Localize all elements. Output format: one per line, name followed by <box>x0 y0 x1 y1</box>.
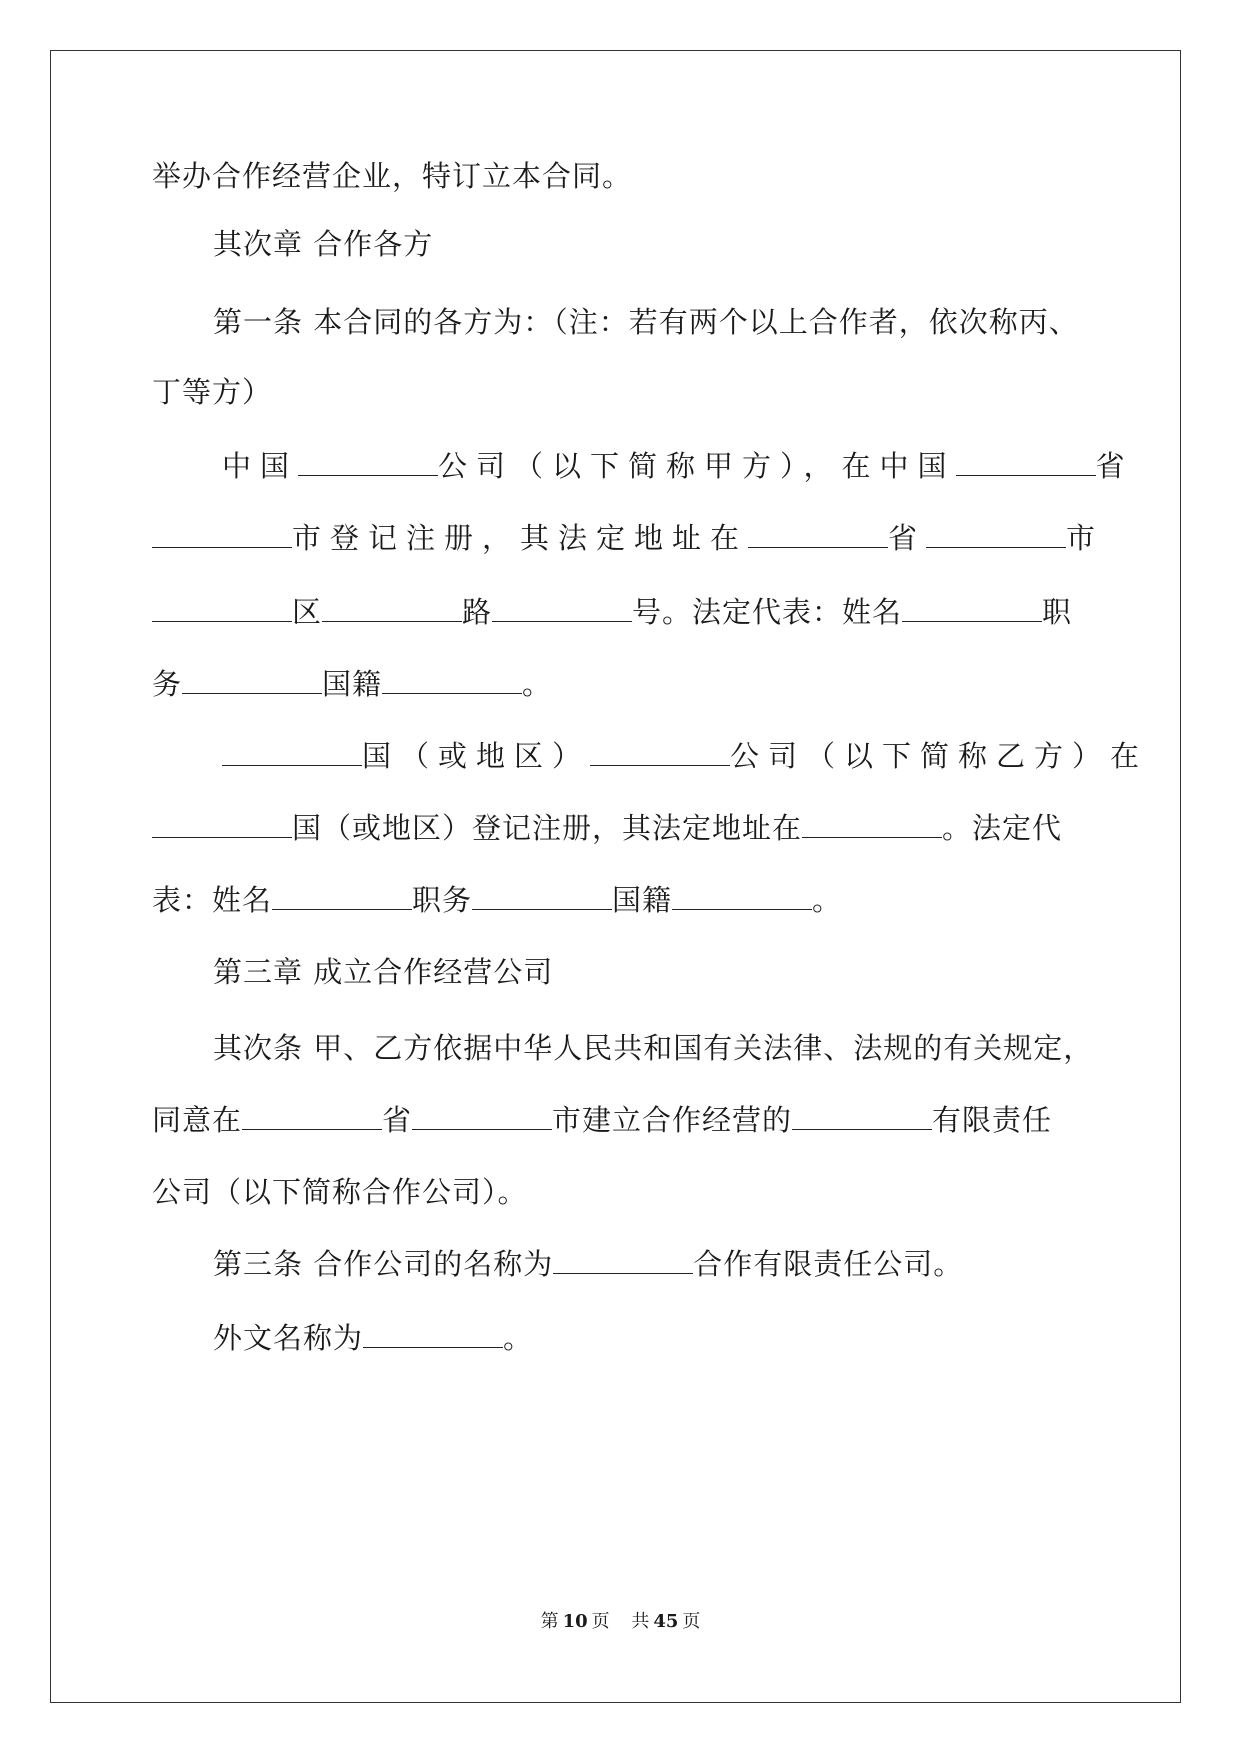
text-fragment: 市建立合作经营的 <box>552 1103 793 1137</box>
chapter-heading: 其次章 合作各方 <box>213 227 434 261</box>
total-indicator <box>627 1611 704 1632</box>
fill-in-blank[interactable] <box>322 595 462 622</box>
total-pages: 45 <box>653 1611 679 1632</box>
paragraph-line: 丁等方） <box>152 375 273 409</box>
fill-in-blank[interactable] <box>242 1103 382 1130</box>
paragraph-line <box>152 808 1092 848</box>
chapter-heading: 第三章 成立合作经营公司 <box>213 955 554 989</box>
fill-in-blank[interactable] <box>382 667 522 694</box>
paragraph-line <box>222 736 1162 776</box>
fill-in-blank[interactable] <box>902 595 1042 622</box>
text-fragment: 同意在 <box>152 1103 243 1137</box>
fill-in-blank[interactable] <box>152 521 292 548</box>
text-fragment: 市登记注册，其法定地址在 <box>292 521 749 555</box>
text-fragment: 区 <box>292 595 323 629</box>
fill-in-blank[interactable] <box>802 811 942 838</box>
fill-in-blank[interactable] <box>472 883 612 910</box>
text-fragment: 务 <box>152 667 183 701</box>
text-fragment: 国籍 <box>612 883 673 917</box>
text-fragment: 有限责任 <box>932 1103 1053 1137</box>
page-number: 10 <box>562 1611 588 1632</box>
fill-in-blank[interactable] <box>792 1103 932 1130</box>
text-fragment: 中国 <box>222 449 299 483</box>
fill-in-blank[interactable] <box>748 521 888 548</box>
paragraph-line: 举办合作经营企业，特订立本合同。 <box>152 159 633 193</box>
text-fragment: 。法定代 <box>942 811 1063 845</box>
page-suffix: 页 <box>591 1611 610 1632</box>
fill-in-blank[interactable] <box>152 811 292 838</box>
page-border <box>50 50 1181 1703</box>
fill-in-blank[interactable] <box>590 739 730 766</box>
page-indicator <box>537 1611 614 1632</box>
paragraph-line <box>213 1244 1153 1284</box>
paragraph-line: 其次条 甲、乙方依据中华人民共和国有关法律、法规的有关规定， <box>213 1031 1094 1065</box>
paragraph-line <box>213 1318 1153 1358</box>
text-fragment: 职务 <box>412 883 473 917</box>
text-fragment: 职 <box>1042 595 1073 629</box>
fill-in-blank[interactable] <box>272 883 412 910</box>
text-fragment: 省 <box>382 1103 413 1137</box>
fill-in-blank[interactable] <box>363 1321 503 1348</box>
paragraph-line: 公司（以下简称合作公司）。 <box>152 1175 528 1209</box>
text-fragment: 国（或地区）登记注册，其法定地址在 <box>292 811 803 845</box>
text-fragment: 合作有限责任公司。 <box>693 1247 964 1281</box>
fill-in-blank[interactable] <box>956 449 1096 476</box>
page-footer <box>0 1610 1241 1634</box>
page-prefix: 第 <box>540 1611 559 1632</box>
total-suffix: 页 <box>682 1611 701 1632</box>
paragraph-line <box>152 518 1105 558</box>
text-fragment: 号。法定代表：姓名 <box>632 595 903 629</box>
fill-in-blank[interactable] <box>412 1103 552 1130</box>
text-fragment: 国（或地区） <box>362 739 591 773</box>
text-fragment: 外文名称为 <box>213 1321 364 1355</box>
text-fragment: 。 <box>812 883 843 917</box>
paragraph-line <box>152 664 1092 704</box>
total-prefix: 共 <box>631 1611 650 1632</box>
paragraph-line <box>152 880 1092 920</box>
paragraph-line: 第一条 本合同的各方为：（注：若有两个以上合作者，依次称丙、 <box>213 305 1079 339</box>
fill-in-blank[interactable] <box>672 883 812 910</box>
text-fragment: 市 <box>1066 521 1105 555</box>
text-fragment: 省 <box>888 521 927 555</box>
text-fragment: 表：姓名 <box>152 883 273 917</box>
text-fragment: 第三条 合作公司的名称为 <box>213 1247 554 1281</box>
paragraph-line <box>152 592 1092 632</box>
fill-in-blank[interactable] <box>926 521 1066 548</box>
text-fragment: 国籍 <box>322 667 383 701</box>
fill-in-blank[interactable] <box>553 1247 693 1274</box>
text-fragment: 省 <box>1095 449 1134 483</box>
fill-in-blank[interactable] <box>152 595 292 622</box>
text-fragment: 。 <box>503 1321 534 1355</box>
text-fragment: 路 <box>462 595 493 629</box>
text-fragment: 公司（以下简称乙方）在 <box>730 739 1149 773</box>
fill-in-blank[interactable] <box>492 595 632 622</box>
fill-in-blank[interactable] <box>222 739 362 766</box>
text-fragment: 公司（以下简称甲方），在中国 <box>438 449 956 483</box>
paragraph-line <box>222 446 1162 486</box>
text-fragment: 。 <box>522 667 553 701</box>
paragraph-line <box>152 1100 1092 1140</box>
fill-in-blank[interactable] <box>298 449 438 476</box>
fill-in-blank[interactable] <box>182 667 322 694</box>
